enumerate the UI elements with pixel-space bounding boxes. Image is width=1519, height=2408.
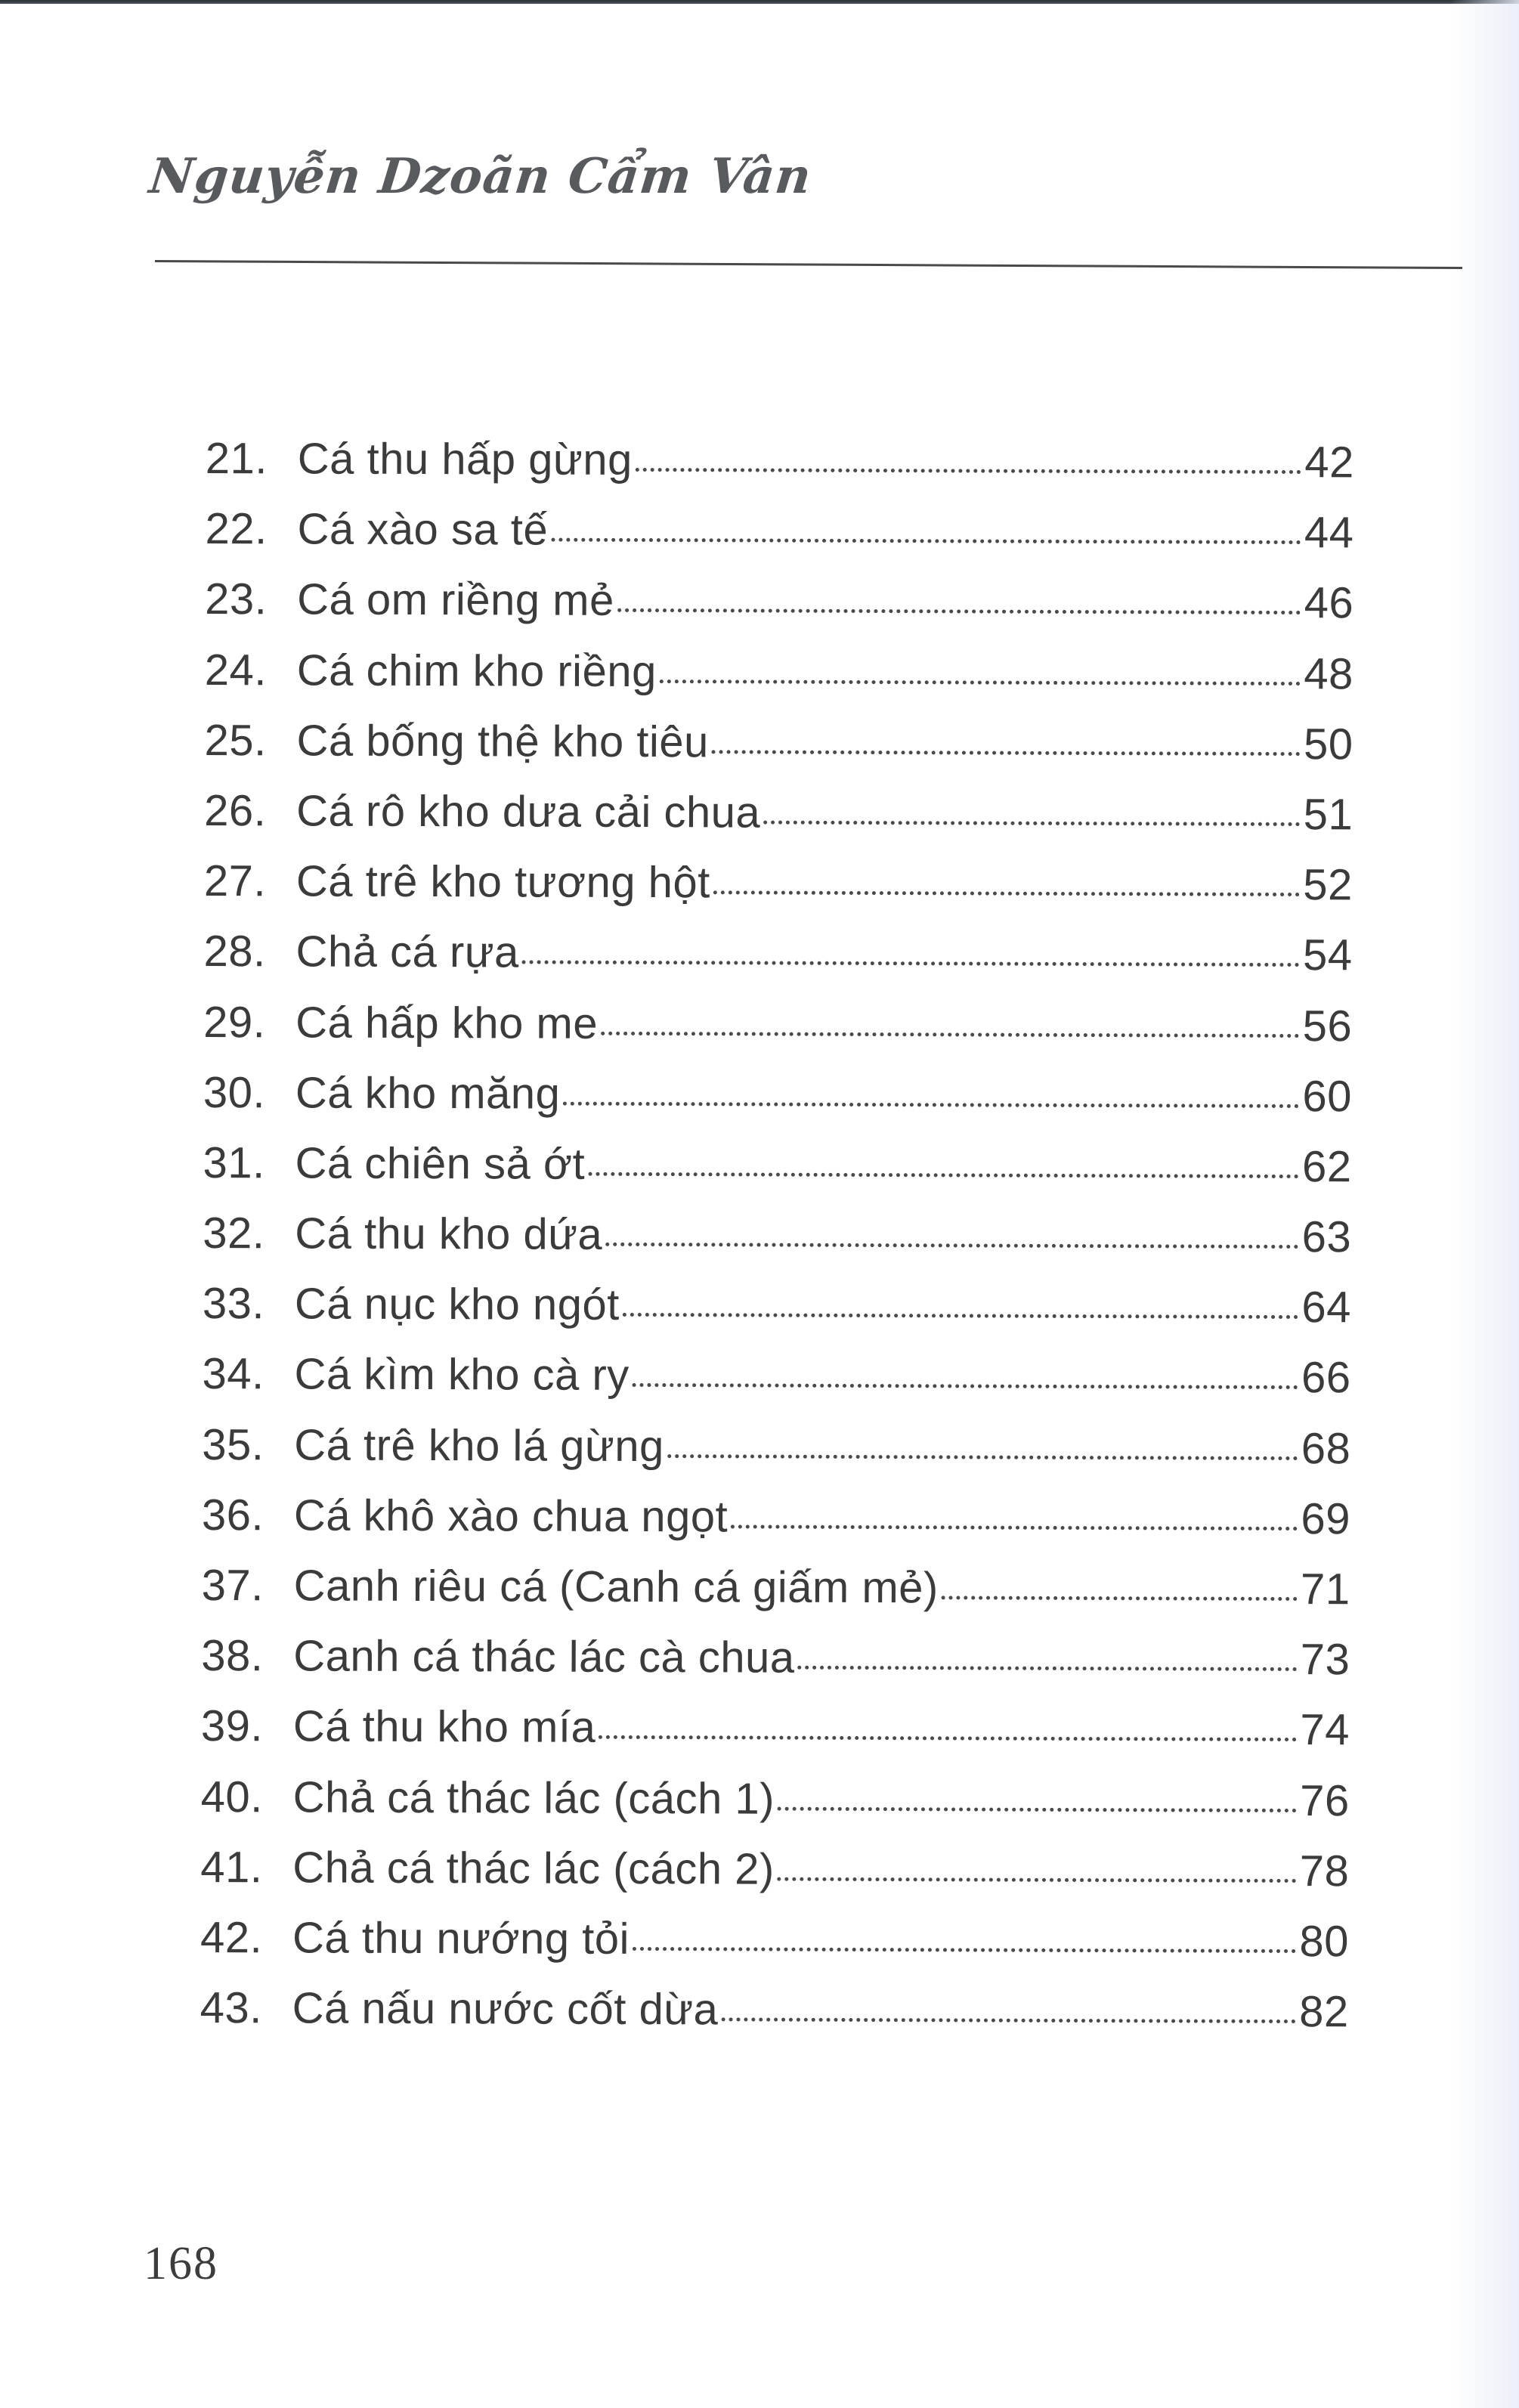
entry-title: Chả cá thác lác (cách 2): [292, 1843, 775, 1894]
toc-entry: [202, 1480, 1350, 1554]
entry-number: 43.: [200, 1983, 262, 2033]
entry-page: 54: [1302, 930, 1353, 980]
entry-page: 64: [1301, 1283, 1352, 1332]
scan-edge: [0, 0, 1519, 4]
entry-title: Cá xào sa tế: [297, 504, 549, 555]
entry-title: Canh cá thác lác cà chua: [293, 1631, 795, 1682]
entry-number: 26.: [204, 785, 267, 836]
dot-leader: [712, 750, 1301, 756]
entry-number: 37.: [201, 1560, 264, 1611]
entry-title: Canh riêu cá (Canh cá giấm mẻ): [293, 1561, 939, 1613]
entry-title: Cá thu kho dứa: [295, 1209, 603, 1259]
dot-leader: [667, 1454, 1298, 1460]
entry-number: 32.: [203, 1209, 265, 1258]
entry-page: 52: [1303, 860, 1353, 910]
dot-leader: [563, 1101, 1299, 1107]
running-title: Nguyễn Dzoãn Cẩm Vân: [147, 148, 815, 205]
entry-number: 34.: [202, 1349, 265, 1399]
entry-number: 36.: [201, 1490, 265, 1540]
entry-page: 51: [1303, 790, 1353, 840]
entry-title: Cá kìm kho cà ry: [294, 1349, 630, 1401]
dot-leader: [623, 1313, 1299, 1319]
toc-entry: [203, 1268, 1351, 1342]
entry-number: 38.: [201, 1631, 264, 1681]
entry-page: 69: [1301, 1493, 1351, 1544]
entry-title: Cá bống thệ kho tiêu: [296, 716, 709, 767]
page-number: 168: [144, 2238, 218, 2289]
entry-number: 40.: [200, 1772, 263, 1821]
toc-entry: [203, 1128, 1351, 1202]
toc-entry: [200, 1762, 1349, 1836]
entry-page: 74: [1300, 1705, 1350, 1755]
entry-number: 39.: [200, 1701, 264, 1751]
dot-leader: [605, 1243, 1299, 1249]
toc-entry: [200, 1973, 1349, 2047]
entry-title: Cá khô xào chua ngọt: [293, 1490, 729, 1542]
dot-leader: [601, 1031, 1300, 1037]
entry-title: Cá hấp kho me: [295, 997, 599, 1048]
entry-page: 73: [1300, 1635, 1350, 1685]
entry-title: Cá nục kho ngót: [294, 1279, 620, 1330]
entry-number: 24.: [204, 645, 268, 695]
toc-entry: [203, 916, 1352, 990]
entry-page: 63: [1301, 1212, 1352, 1262]
entry-number: 42.: [200, 1912, 263, 1963]
dot-leader: [636, 468, 1302, 474]
entry-title: Cá thu nướng tỏi: [292, 1913, 630, 1964]
entry-page: 44: [1304, 508, 1354, 558]
dot-leader: [731, 1524, 1298, 1531]
scan-shading: [1451, 0, 1519, 2408]
dot-leader: [599, 1735, 1297, 1741]
toc-entry: [203, 986, 1352, 1060]
toc-entry: [201, 1691, 1350, 1765]
dot-leader: [798, 1666, 1298, 1671]
toc-entry: [202, 1410, 1350, 1484]
entry-title: Cá kho măng: [295, 1068, 561, 1119]
dot-leader: [633, 1383, 1298, 1389]
entry-number: 27.: [203, 856, 267, 906]
dot-leader: [778, 1877, 1297, 1882]
toc-entry: [205, 635, 1353, 709]
table-of-contents: [200, 423, 1354, 2047]
toc-entry: [204, 775, 1353, 850]
entry-title: Cá rô kho dưa cải chua: [296, 786, 761, 837]
entry-number: 29.: [203, 997, 266, 1047]
entry-title: Cá trê kho tương hột: [295, 856, 710, 908]
dot-leader: [551, 538, 1301, 544]
entry-number: 33.: [202, 1279, 265, 1329]
entry-number: 30.: [203, 1067, 266, 1117]
entry-number: 21.: [205, 433, 268, 484]
header-divider: [155, 260, 1462, 269]
entry-title: Cá chiên sả ớt: [295, 1138, 586, 1189]
toc-entry: [200, 1832, 1349, 1906]
entry-number: 28.: [203, 927, 266, 977]
entry-number: 41.: [200, 1842, 263, 1893]
toc-entry: [201, 1550, 1350, 1624]
entry-page: 68: [1301, 1423, 1351, 1473]
entry-page: 78: [1299, 1846, 1350, 1896]
toc-entry: [203, 1057, 1352, 1131]
entry-title: Cá nấu nước cốt dừa: [292, 1983, 719, 2035]
entry-title: Chả cá rựa: [295, 927, 519, 977]
entry-page: 60: [1302, 1071, 1353, 1121]
toc-entry: [200, 1902, 1349, 1976]
toc-entry: [205, 564, 1353, 638]
entry-page: 48: [1304, 648, 1353, 698]
entry-title: Cá thu hấp gừng: [297, 434, 633, 484]
toc-entry: [203, 1198, 1351, 1272]
dot-leader: [617, 608, 1301, 614]
dot-leader: [660, 679, 1301, 686]
entry-page: 42: [1304, 438, 1354, 487]
entry-page: 56: [1302, 1001, 1353, 1051]
entry-number: 23.: [205, 574, 268, 624]
toc-entry: [201, 1620, 1350, 1695]
entry-number: 25.: [204, 715, 267, 766]
entry-page: 80: [1299, 1917, 1350, 1967]
entry-page: 71: [1300, 1565, 1350, 1614]
dot-leader: [633, 1947, 1296, 1953]
toc-entry: [206, 423, 1354, 497]
dot-leader: [763, 821, 1300, 826]
entry-number: 35.: [202, 1419, 265, 1469]
entry-page: 76: [1300, 1775, 1350, 1825]
entry-title: Cá trê kho lá gừng: [294, 1420, 664, 1471]
entry-title: Cá thu kho mía: [292, 1701, 596, 1753]
dot-leader: [522, 961, 1300, 967]
dot-leader: [778, 1806, 1297, 1812]
entry-page: 66: [1301, 1353, 1351, 1403]
entry-page: 62: [1301, 1141, 1352, 1192]
dot-leader: [942, 1596, 1298, 1601]
dot-leader: [588, 1172, 1299, 1178]
toc-entry: [204, 846, 1353, 920]
toc-entry: [205, 494, 1353, 568]
entry-page: 46: [1304, 578, 1354, 628]
entry-page: 50: [1303, 719, 1353, 769]
dot-leader: [713, 890, 1301, 896]
entry-number: 22.: [205, 504, 268, 554]
entry-page: 82: [1299, 1987, 1349, 2037]
toc-entry: [204, 705, 1353, 779]
toc-entry: [202, 1339, 1350, 1413]
entry-title: Chả cá thác lác (cách 1): [292, 1772, 775, 1824]
entry-number: 31.: [203, 1137, 265, 1188]
entry-title: Cá chim kho riềng: [296, 645, 657, 696]
dot-leader: [721, 2018, 1296, 2024]
entry-title: Cá om riềng mẻ: [297, 574, 614, 626]
